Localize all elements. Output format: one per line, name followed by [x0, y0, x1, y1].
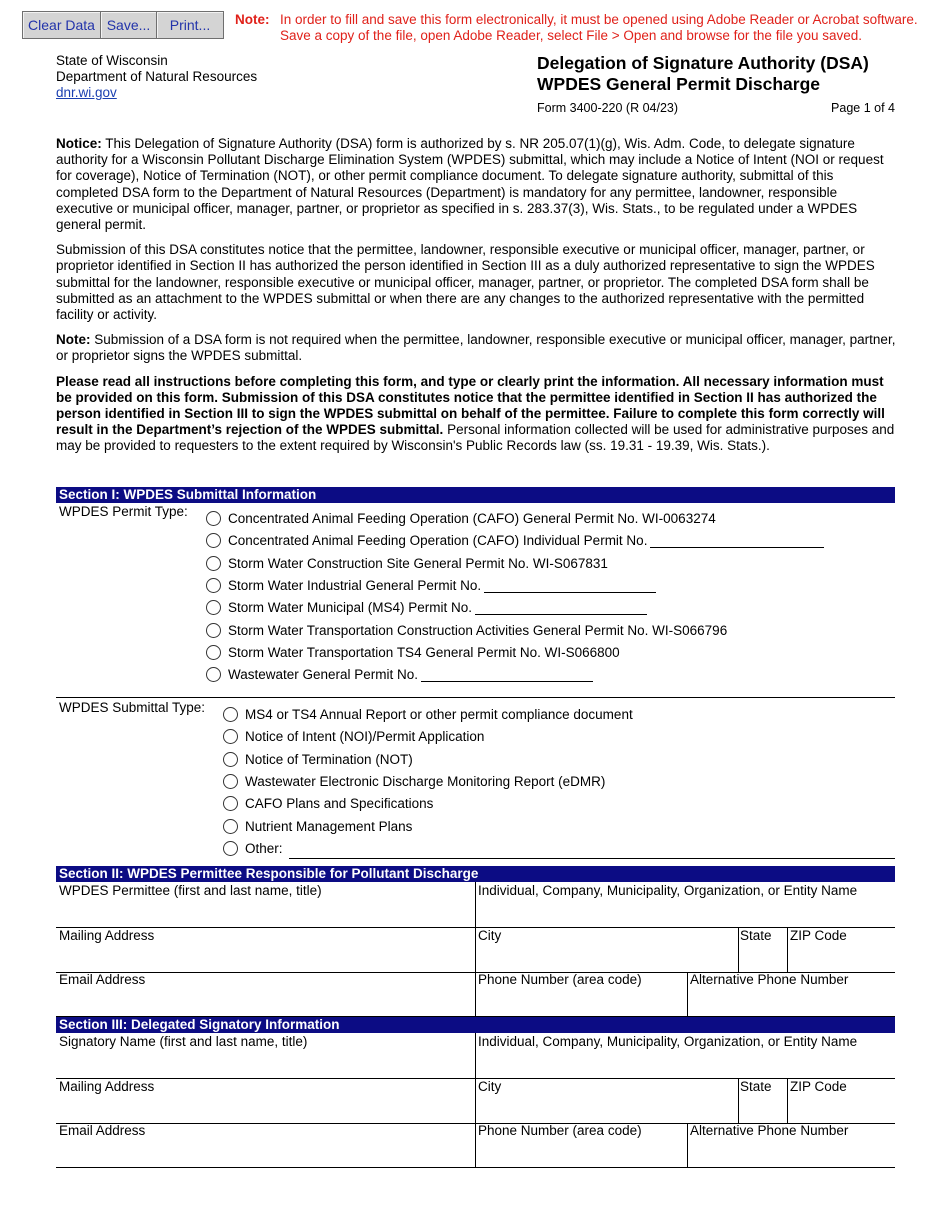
notice-label: Notice:: [56, 136, 102, 151]
radio-button[interactable]: [206, 556, 221, 571]
option-label: Concentrated Animal Feeding Operation (CAFO) General Permit No. WI-0063274: [228, 511, 716, 526]
option-label: Storm Water Industrial General Permit No.: [228, 578, 482, 593]
permittee-zip-field[interactable]: ZIP Code: [790, 928, 847, 943]
divider: [687, 1123, 688, 1167]
submittal-type-label: WPDES Submittal Type:: [59, 700, 206, 715]
page-number: Page 1 of 4: [831, 101, 895, 115]
agency-block: [56, 53, 257, 101]
state-name: State of Wisconsin: [56, 53, 168, 68]
permit-type-option[interactable]: [206, 645, 620, 660]
permit-type-option[interactable]: [206, 556, 608, 571]
section-2-header: Section II: WPDES Permittee Responsible for Pollutant Discharge: [56, 866, 895, 882]
divider: [475, 1033, 476, 1168]
permittee-name-field[interactable]: WPDES Permittee (first and last name, title): [59, 883, 322, 898]
signatory-entity-field[interactable]: Individual, Company, Municipality, Organization, or Entity Name: [478, 1034, 858, 1049]
submittal-type-option[interactable]: [223, 819, 412, 834]
submission-paragraph: Submission of this DSA constitutes notice that the permittee, landowner, responsible executive or municipal officer, manager, partner, or proprietor identified in Section II has authorized the person identified in Section III as a duly authorized representative to sign the WPDES submittal for the landowner, responsible executive or municipal officer, manager, partner, or proprietor. The completed DSA form shall be submitted as an attachment to the WPDES submittal or when there are any changes to the authorized representative with the permitted facility or activity.: [56, 242, 875, 323]
radio-button[interactable]: [223, 796, 238, 811]
department-name: Department of Natural Resources: [56, 69, 258, 84]
permit-type-option[interactable]: [206, 533, 824, 548]
note-text: Submission of a DSA form is not required when the permittee, landowner, responsible executive or municipal officer, manager, partner, or proprietor signs the WPDES submittal.: [56, 332, 896, 364]
option-label: Wastewater General Permit No.: [228, 667, 419, 682]
option-label: Other:: [245, 841, 283, 856]
intro-text: [56, 136, 896, 464]
radio-button[interactable]: [206, 600, 221, 615]
section-3-header: Section III: Delegated Signatory Information: [56, 1017, 895, 1033]
form-toolbar: [22, 11, 224, 39]
note-paragraph: [56, 332, 896, 364]
radio-button[interactable]: [223, 841, 238, 856]
signatory-name-field[interactable]: Signatory Name (first and last name, title): [59, 1034, 308, 1049]
signatory-email-field[interactable]: Email Address: [59, 1123, 146, 1138]
radio-button[interactable]: [206, 533, 221, 548]
submittal-type-option[interactable]: [223, 752, 413, 767]
option-label: Storm Water Transportation TS4 General Permit No. WI-S066800: [228, 645, 620, 660]
radio-button[interactable]: [206, 645, 221, 660]
option-label: CAFO Plans and Specifications: [245, 796, 434, 811]
instructions-bold: Please read all instructions before completing this form, and type or clearly print the information. All necessary information must be provided on this form. Submission of this DSA constitutes notice that the permittee identified in Section II has authorized the person identified in Section III to sign the WPDES submittal on behalf of the permittee. Failure to complete this form correctly will result in the Department’s rejection of the WPDES submittal.: [56, 373, 885, 438]
option-label: Concentrated Animal Feeding Operation (CAFO) Individual Permit No.: [228, 533, 648, 548]
permit-type-option[interactable]: [206, 667, 593, 682]
section-1-header: Section I: WPDES Submittal Information: [56, 487, 895, 503]
cafo-permit-number-field[interactable]: [650, 534, 824, 548]
permit-type-label: WPDES Permit Type:: [59, 504, 188, 519]
form-number: Form 3400-220 (R 04/23): [537, 101, 679, 115]
radio-button[interactable]: [223, 819, 238, 834]
submittal-type-option[interactable]: [223, 729, 484, 744]
radio-button[interactable]: [223, 752, 238, 767]
print-button[interactable]: Print...: [157, 11, 224, 39]
radio-button[interactable]: [206, 623, 221, 638]
signatory-zip-field[interactable]: ZIP Code: [790, 1079, 847, 1094]
permittee-entity-field[interactable]: Individual, Company, Municipality, Organization, or Entity Name: [478, 883, 858, 898]
option-label: Storm Water Transportation Construction Activities General Permit No. WI-S066796: [228, 623, 728, 638]
permit-type-option[interactable]: [206, 600, 647, 615]
other-text-field[interactable]: [289, 858, 895, 859]
permittee-alt-phone-field[interactable]: Alternative Phone Number: [690, 972, 849, 987]
divider: [738, 1078, 739, 1123]
divider: [56, 1167, 895, 1168]
permit-type-option[interactable]: [206, 623, 727, 638]
signatory-city-field[interactable]: City: [478, 1079, 502, 1094]
adobe-note-label: Note:: [235, 12, 270, 27]
permittee-address-field[interactable]: Mailing Address: [59, 928, 155, 943]
option-label: Notice of Termination (NOT): [245, 752, 413, 767]
option-label: Storm Water Municipal (MS4) Permit No.: [228, 600, 473, 615]
permittee-phone-field[interactable]: Phone Number (area code): [478, 972, 642, 987]
adobe-note-text: In order to fill and save this form electronically, it must be opened using Adobe Reader or Acrobat software. Save a copy of the file, open Adobe Reader, select File > Open and browse for the file you saved.: [280, 12, 918, 43]
instructions-paragraph: [56, 374, 896, 455]
signatory-phone-field[interactable]: Phone Number (area code): [478, 1123, 642, 1138]
submittal-type-option[interactable]: [223, 796, 433, 811]
option-label: Nutrient Management Plans: [245, 819, 413, 834]
signatory-alt-phone-field[interactable]: Alternative Phone Number: [690, 1123, 849, 1138]
option-label: Wastewater Electronic Discharge Monitoring Report (eDMR): [245, 774, 606, 789]
option-label: MS4 or TS4 Annual Report or other permit compliance document: [245, 707, 633, 722]
divider: [56, 697, 895, 698]
divider: [787, 927, 788, 972]
industrial-permit-number-field[interactable]: [484, 579, 656, 593]
save-button[interactable]: Save...: [101, 11, 157, 39]
instructions-normal: Personal information collected will be used for administrative purposes and may be provided to requesters to the extent required by Wisconsin's Public Records law (ss. 19.31 - 19.39, Wis. Stats.).: [56, 422, 895, 454]
website-link[interactable]: dnr.wi.gov: [56, 85, 117, 100]
permittee-email-field[interactable]: Email Address: [59, 972, 146, 987]
notice-paragraph: [56, 136, 896, 233]
clear-data-button[interactable]: Clear Data: [22, 11, 101, 39]
title-line-1: Delegation of Signature Authority (DSA): [537, 53, 869, 73]
title-line-2: WPDES General Permit Discharge: [537, 74, 821, 94]
divider: [475, 882, 476, 1017]
divider: [787, 1078, 788, 1123]
permit-type-option[interactable]: [206, 578, 656, 593]
signatory-state-field[interactable]: State: [740, 1079, 772, 1094]
permittee-city-field[interactable]: City: [478, 928, 502, 943]
page-title: [537, 53, 917, 95]
radio-button[interactable]: [223, 774, 238, 789]
permit-type-option[interactable]: [206, 511, 716, 526]
radio-button[interactable]: [206, 667, 221, 682]
radio-button[interactable]: [223, 707, 238, 722]
ms4-permit-number-field[interactable]: [475, 601, 647, 615]
submittal-type-option[interactable]: [223, 841, 283, 856]
option-label: Notice of Intent (NOI)/Permit Application: [245, 729, 485, 744]
radio-button[interactable]: [206, 578, 221, 593]
option-label: Storm Water Construction Site General Permit No. WI-S067831: [228, 556, 608, 571]
divider: [687, 972, 688, 1016]
wastewater-permit-number-field[interactable]: [421, 668, 593, 682]
submittal-type-option[interactable]: [223, 774, 605, 789]
divider: [738, 927, 739, 972]
signatory-address-field[interactable]: Mailing Address: [59, 1079, 155, 1094]
submittal-type-option[interactable]: [223, 707, 633, 722]
radio-button[interactable]: [206, 511, 221, 526]
notice-text: This Delegation of Signature Authority (DSA) form is authorized by s. NR 205.07(1)(g), Wis. Adm. Code, to delegate signature authority for a Wisconsin Pollutant Discharge Elimination System (WPDES) submittal, which may include a Notice of Intent (NOI or request for coverage), Notice of Termination (NOT), or other permit compliance document. To delegate signature authority, submittal of this completed DSA form to the Department of Natural Resources (Department) is mandatory for any permittee, landowner, responsible executive or municipal officer, manager, partner, or proprietor as specified in s. 283.37(3), Wis. Stats., to be regulated under a WPDES general permit.: [56, 136, 884, 233]
note-label: Note:: [56, 332, 91, 348]
radio-button[interactable]: [223, 729, 238, 744]
permittee-state-field[interactable]: State: [740, 928, 772, 943]
